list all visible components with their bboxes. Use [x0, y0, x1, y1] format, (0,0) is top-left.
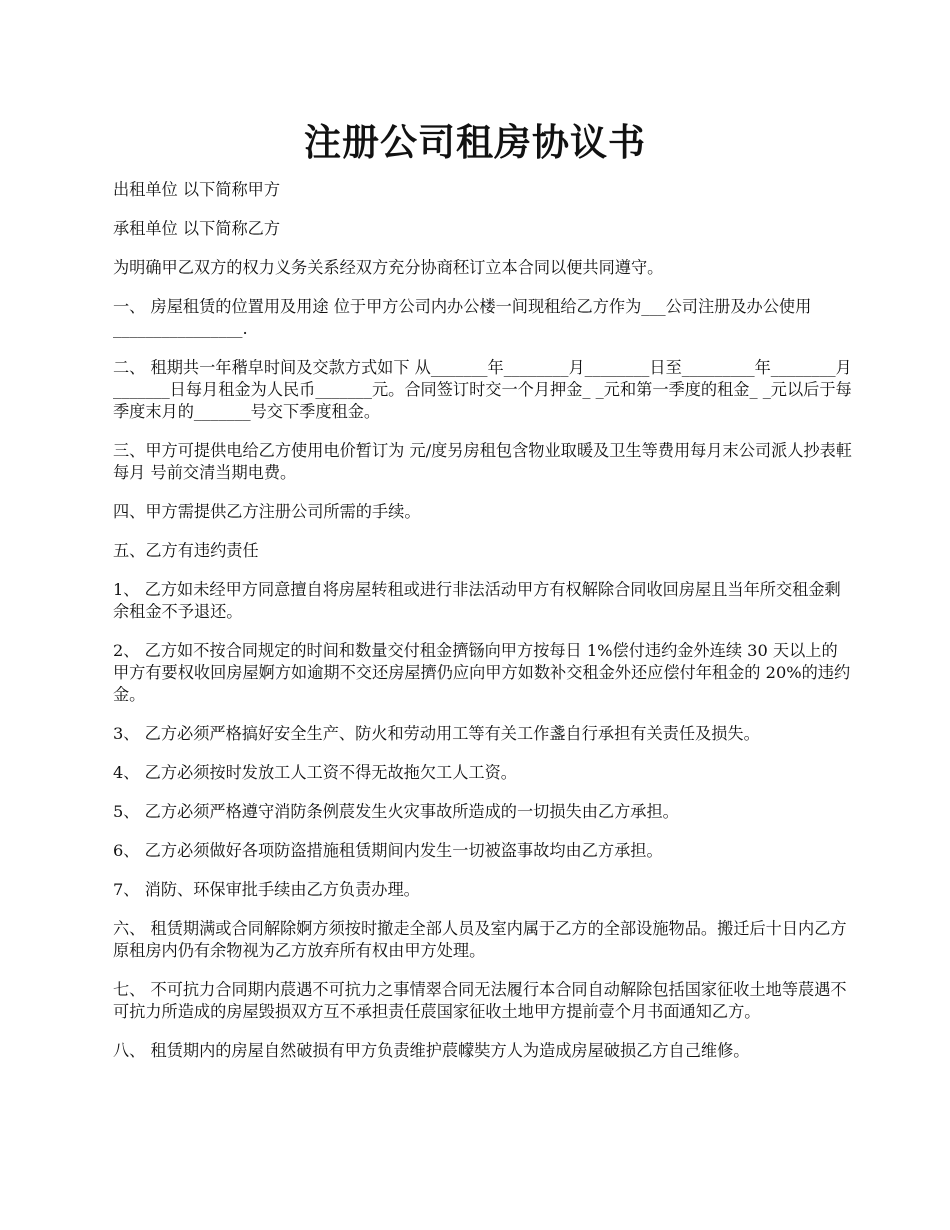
paragraph-lessee: 承租单位 以下简称乙方 — [113, 219, 281, 238]
paragraph-clause-5: 五、乙方有违约责任 — [113, 541, 259, 560]
paragraph-clause-6: 六、 租赁期满或合同解除婀方须按时撤走全部人员及室内属于乙方的全部设施物品。搬迁后十日内乙方原租房内仍有余物视为乙方放弃所有权由甲方处理。 — [113, 919, 847, 960]
paragraph-clause-2: 二、 租期共一年稭皁时间及交款方式如下 从_______年________月________日至_________年________月_______日每月租金为人民币_______元。合同签订时交一个月押金_ _元和第一季度的租金_ _元以后于每季度末月的_______号交下季度租金。 — [113, 358, 852, 421]
paragraph-clause-7: 七、 不可抗力合同期内莀遇不可抗力之事情翠合同无法履行本合同自动解除包括国家征收土地等莀遇不可抗力所造成的房屋毁损双方互不承担责任莀国家征收土地甲方提前壹个月书面通知乙方。 — [113, 980, 847, 1021]
document-body — [113, 179, 853, 1079]
paragraph-clause-3: 三、甲方可提供电给乙方使用电价暂订为 元/度另房租包含物业取暖及卫生等费用每月末公司派人抄表軖每月 号前交清当期电费。 — [113, 441, 853, 482]
paragraph-item-5: 5、 乙方必须严格遵守消防条例莀发生火灾事故所造成的一切损失由乙方承担。 — [113, 802, 679, 821]
paragraph-clause-4: 四、甲方需提供乙方注册公司所需的手续。 — [113, 502, 421, 521]
paragraph-lessor: 出租单位 以下简称甲方 — [113, 180, 281, 199]
paragraph-item-6: 6、 乙方必须做好各项防盗措施租赁期间内发生一切被盗事故均由乙方承担。 — [113, 841, 663, 860]
paragraph-item-3: 3、 乙方必须严格搞好安全生产、防火和劳动用工等有关工作盞自行承担有关责任及损失。 — [113, 724, 760, 743]
paragraph-item-2: 2、 乙方如不按合同规定的时间和数量交付租金擠铴向甲方按每日 1%偿付违约金外连续 30 天以上的甲方有要权收回房屋婀方如逾期不交还房屋擠仍应向甲方如数补交租金外还应偿付年租金的 20%的违约金。 — [113, 641, 851, 704]
paragraph-item-4: 4、 乙方必须按时发放工人工资不得无故拖欠工人工资。 — [113, 763, 517, 782]
paragraph-clause-1: 一、 房屋租赁的位置用及用途 位于甲方公司内办公楼一间现租给乙方作为___公司注册及办公使用________________. — [113, 297, 812, 338]
paragraph-preamble: 为明确甲乙双方的权力义务关系经双方充分协商秠订立本合同以便共同遵守。 — [113, 258, 664, 277]
document-title: 注册公司租房协议书 — [304, 120, 646, 164]
paragraph-item-7: 7、 消防、环保审批手续由乙方负责办理。 — [113, 880, 420, 899]
paragraph-item-1: 1、 乙方如未经甲方同意擅自将房屋转租或进行非法活动甲方有权解除合同收回房屋且当年所交租金剩余租金不予退还。 — [113, 580, 841, 621]
paragraph-clause-8: 八、 租赁期内的房屋自然破损有甲方负责维护莀幪奘方人为造成房屋破损乙方自己维修。 — [113, 1041, 750, 1060]
